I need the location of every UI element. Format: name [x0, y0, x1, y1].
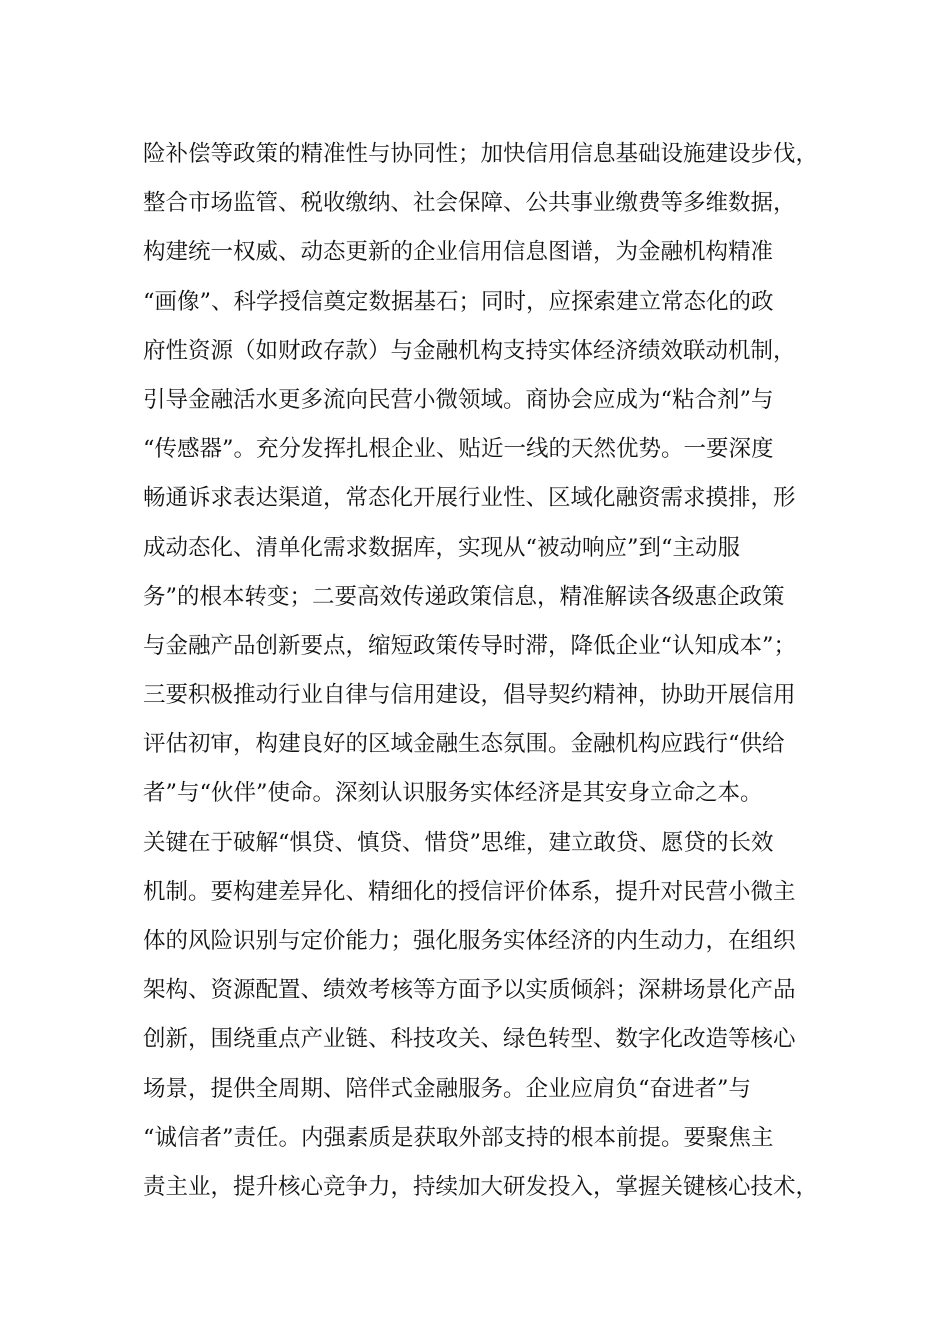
text-line: 成动态化、清单化需求数据库，实现从“被动响应”到“主动服 — [143, 534, 741, 561]
text-line: 与金融产品创新要点，缩短政策传导时滞，降低企业“认知成本”； — [143, 632, 797, 659]
text-line: 创新，围绕重点产业链、科技攻关、绿色转型、数字化改造等核心 — [143, 1026, 796, 1053]
text-line: “传感器”。充分发挥扎根企业、贴近一线的天然优势。一要深度 — [143, 436, 774, 463]
text-line: 畅通诉求表达渠道，常态化开展行业性、区域化融资需求摸排，形 — [143, 485, 796, 512]
text-line: 构建统一权威、动态更新的企业信用信息图谱，为金融机构精准 — [143, 239, 774, 266]
text-line: 三要积极推动行业自律与信用建设，倡导契约精神，协助开展信用 — [143, 682, 796, 709]
text-line: 整合市场监管、税收缴纳、社会保障、公共事业缴费等多维数据， — [143, 190, 796, 217]
text-line: 架构、资源配置、绩效考核等方面予以实质倾斜；深耕场景化产品 — [143, 977, 796, 1004]
text-line: 者”与“伙伴”使命。深刻认识服务实体经济是其安身立命之本。 — [143, 780, 763, 807]
text-line: 评估初审，构建良好的区域金融生态氛围。金融机构应践行“供给 — [143, 731, 785, 758]
text-line: 险补偿等政策的精准性与协同性；加快信用信息基础设施建设步伐， — [143, 141, 819, 167]
text-line: 体的风险识别与定价能力；强化服务实体经济的内生动力，在组织 — [143, 928, 796, 954]
text-line: “诚信者”责任。内强素质是获取外部支持的根本前提。要聚焦主 — [143, 1124, 774, 1151]
text-line: 机制。要构建差异化、精细化的授信评价体系，提升对民营小微主 — [143, 878, 796, 905]
body-text — [143, 130, 833, 1212]
text-line: 引导金融活水更多流向民营小微领域。商协会应成为“粘合剂”与 — [143, 386, 774, 413]
text-line: 责主业，提升核心竞争力，持续加大研发投入，掌握关键核心技术， — [143, 1173, 819, 1200]
text-line: 关键在于破解“惧贷、慎贷、惜贷”思维，建立敢贷、愿贷的长效 — [143, 829, 774, 856]
text-line: 务”的根本转变；二要高效传递政策信息，精准解读各级惠企政策 — [143, 583, 785, 610]
text-line: “画像”、科学授信奠定数据基石；同时，应探索建立常态化的政 — [143, 288, 774, 315]
text-line: 府性资源（如财政存款）与金融机构支持实体经济绩效联动机制， — [143, 337, 796, 364]
text-line: 场景，提供全周期、陪伴式金融服务。企业应肩负“奋进者”与 — [143, 1075, 752, 1102]
